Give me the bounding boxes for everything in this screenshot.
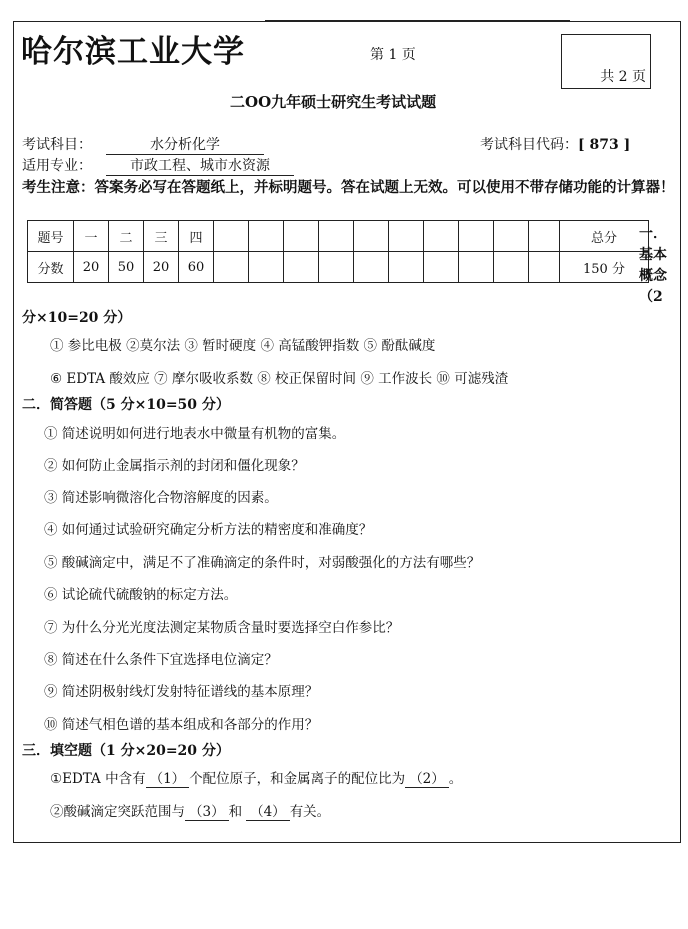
list-item: ⑥ 试论硫代硫酸钠的标定方法。	[44, 587, 238, 603]
table-cell	[284, 221, 319, 252]
question-text: 。	[448, 771, 463, 787]
cell-total-value: 150 分	[560, 252, 649, 283]
page-number: 第 1 页	[370, 47, 416, 63]
table-cell	[249, 252, 284, 283]
table-cell	[214, 221, 249, 252]
list-item: ⑧ 简述在什么条件下宜选择电位滴定？	[44, 652, 278, 668]
major-label: 适用专业：	[22, 158, 92, 174]
score-table-row-points	[28, 252, 649, 283]
total-pages: 共 2 页	[600, 69, 646, 85]
list-item: ⑤ 酸碱滴定中，满足不了准确滴定的条件时，对弱酸强化的方法有哪些？	[44, 555, 481, 571]
major-row	[22, 155, 294, 176]
header-rule	[265, 20, 570, 21]
table-cell	[424, 252, 459, 283]
section1-line-1: ① 参比电极 ②莫尔法 ③ 暂时硬度 ④ 高锰酸钾指数 ⑤ 酚酞碱度	[50, 338, 436, 354]
exam-title: 二OO九年硕士研究生考试试题	[230, 93, 437, 111]
table-cell	[249, 221, 284, 252]
cell-total-header: 总分	[560, 221, 649, 252]
table-cell: 三	[144, 221, 179, 252]
code-label: 考试科目代码：	[480, 137, 578, 153]
table-cell: 四	[179, 221, 214, 252]
total-pages-box	[561, 34, 651, 89]
question-text: ①EDTA 中含有	[50, 771, 146, 787]
answer-blank-1: （1）	[146, 767, 190, 788]
list-item: ⑦ 为什么分光光度法测定某物质含量时要选择空白作参比？	[44, 620, 400, 636]
table-cell	[284, 252, 319, 283]
answer-blank-4: （4）	[246, 800, 290, 821]
table-cell	[389, 252, 424, 283]
question-text: 个配位原子，和金属离子的配位比为	[189, 771, 406, 787]
section1-heading-cont: 分×10=20 分）	[22, 310, 132, 326]
subject-row	[22, 134, 264, 155]
table-cell: 60	[179, 252, 214, 283]
score-table-row-question	[28, 221, 649, 252]
fill-question-2	[50, 800, 330, 821]
candidate-notice: 考生注意：答案务必写在答题纸上，并标明题号。答在试题上无效。可以使用不带存储功能的计算器！	[22, 179, 675, 196]
cell-header: 分数	[28, 252, 74, 283]
table-cell	[529, 221, 560, 252]
list-item: ① 简述说明如何进行地表水中微量有机物的富集。	[44, 426, 346, 442]
table-cell: 20	[74, 252, 109, 283]
table-cell	[319, 252, 354, 283]
fill-question-1	[50, 767, 462, 788]
table-cell	[354, 252, 389, 283]
section1-line-2: ⑥ EDTA 酸效应 ⑦ 摩尔吸收系数 ⑧ 校正保留时间 ⑨ 工作波长 ⑩ 可滤残渣	[50, 371, 509, 387]
answer-blank-2: （2）	[405, 767, 449, 788]
list-item: ⑨ 简述阴极射线灯发射特征谱线的基本原理？	[44, 684, 319, 700]
table-cell	[459, 252, 494, 283]
subject-value: 水分析化学	[106, 134, 264, 155]
list-item: ② 如何防止金属指示剂的封闭和僵化现象？	[44, 458, 305, 474]
list-item: ⑩ 简述气相色谱的基本组成和各部分的作用？	[44, 717, 319, 733]
table-cell	[494, 252, 529, 283]
table-cell: 一	[74, 221, 109, 252]
table-cell	[424, 221, 459, 252]
section2-heading: 二．简答题（5 分×10=50 分）	[22, 397, 230, 413]
major-value: 市政工程、城市水资源	[106, 155, 294, 176]
table-cell	[459, 221, 494, 252]
table-cell	[319, 221, 354, 252]
table-cell	[529, 252, 560, 283]
question-text: 有关。	[289, 804, 331, 820]
list-item: ④ 如何通过试验研究确定分析方法的精密度和准确度？	[44, 522, 373, 538]
code-row	[480, 134, 630, 154]
table-cell	[214, 252, 249, 283]
table-cell	[494, 221, 529, 252]
list-item: ③ 简述影响微溶化合物溶解度的因素。	[44, 490, 278, 506]
cell-header: 题号	[28, 221, 74, 252]
answer-blank-3: （3）	[185, 800, 229, 821]
question-text: ②酸碱滴定突跃范围与	[50, 804, 185, 820]
table-cell	[389, 221, 424, 252]
university-name: 哈尔滨工业大学	[21, 34, 245, 70]
table-cell: 50	[109, 252, 144, 283]
table-cell	[354, 221, 389, 252]
section1-heading-start: 一．基本概念（2	[639, 226, 667, 305]
code-value: [ 873 ]	[578, 137, 631, 153]
section3-heading: 三．填空题（1 分×20=20 分）	[22, 743, 230, 759]
table-cell: 20	[144, 252, 179, 283]
table-cell: 二	[109, 221, 144, 252]
question-text: 和	[228, 804, 243, 820]
subject-label: 考试科目：	[22, 137, 92, 153]
score-table	[27, 220, 649, 283]
